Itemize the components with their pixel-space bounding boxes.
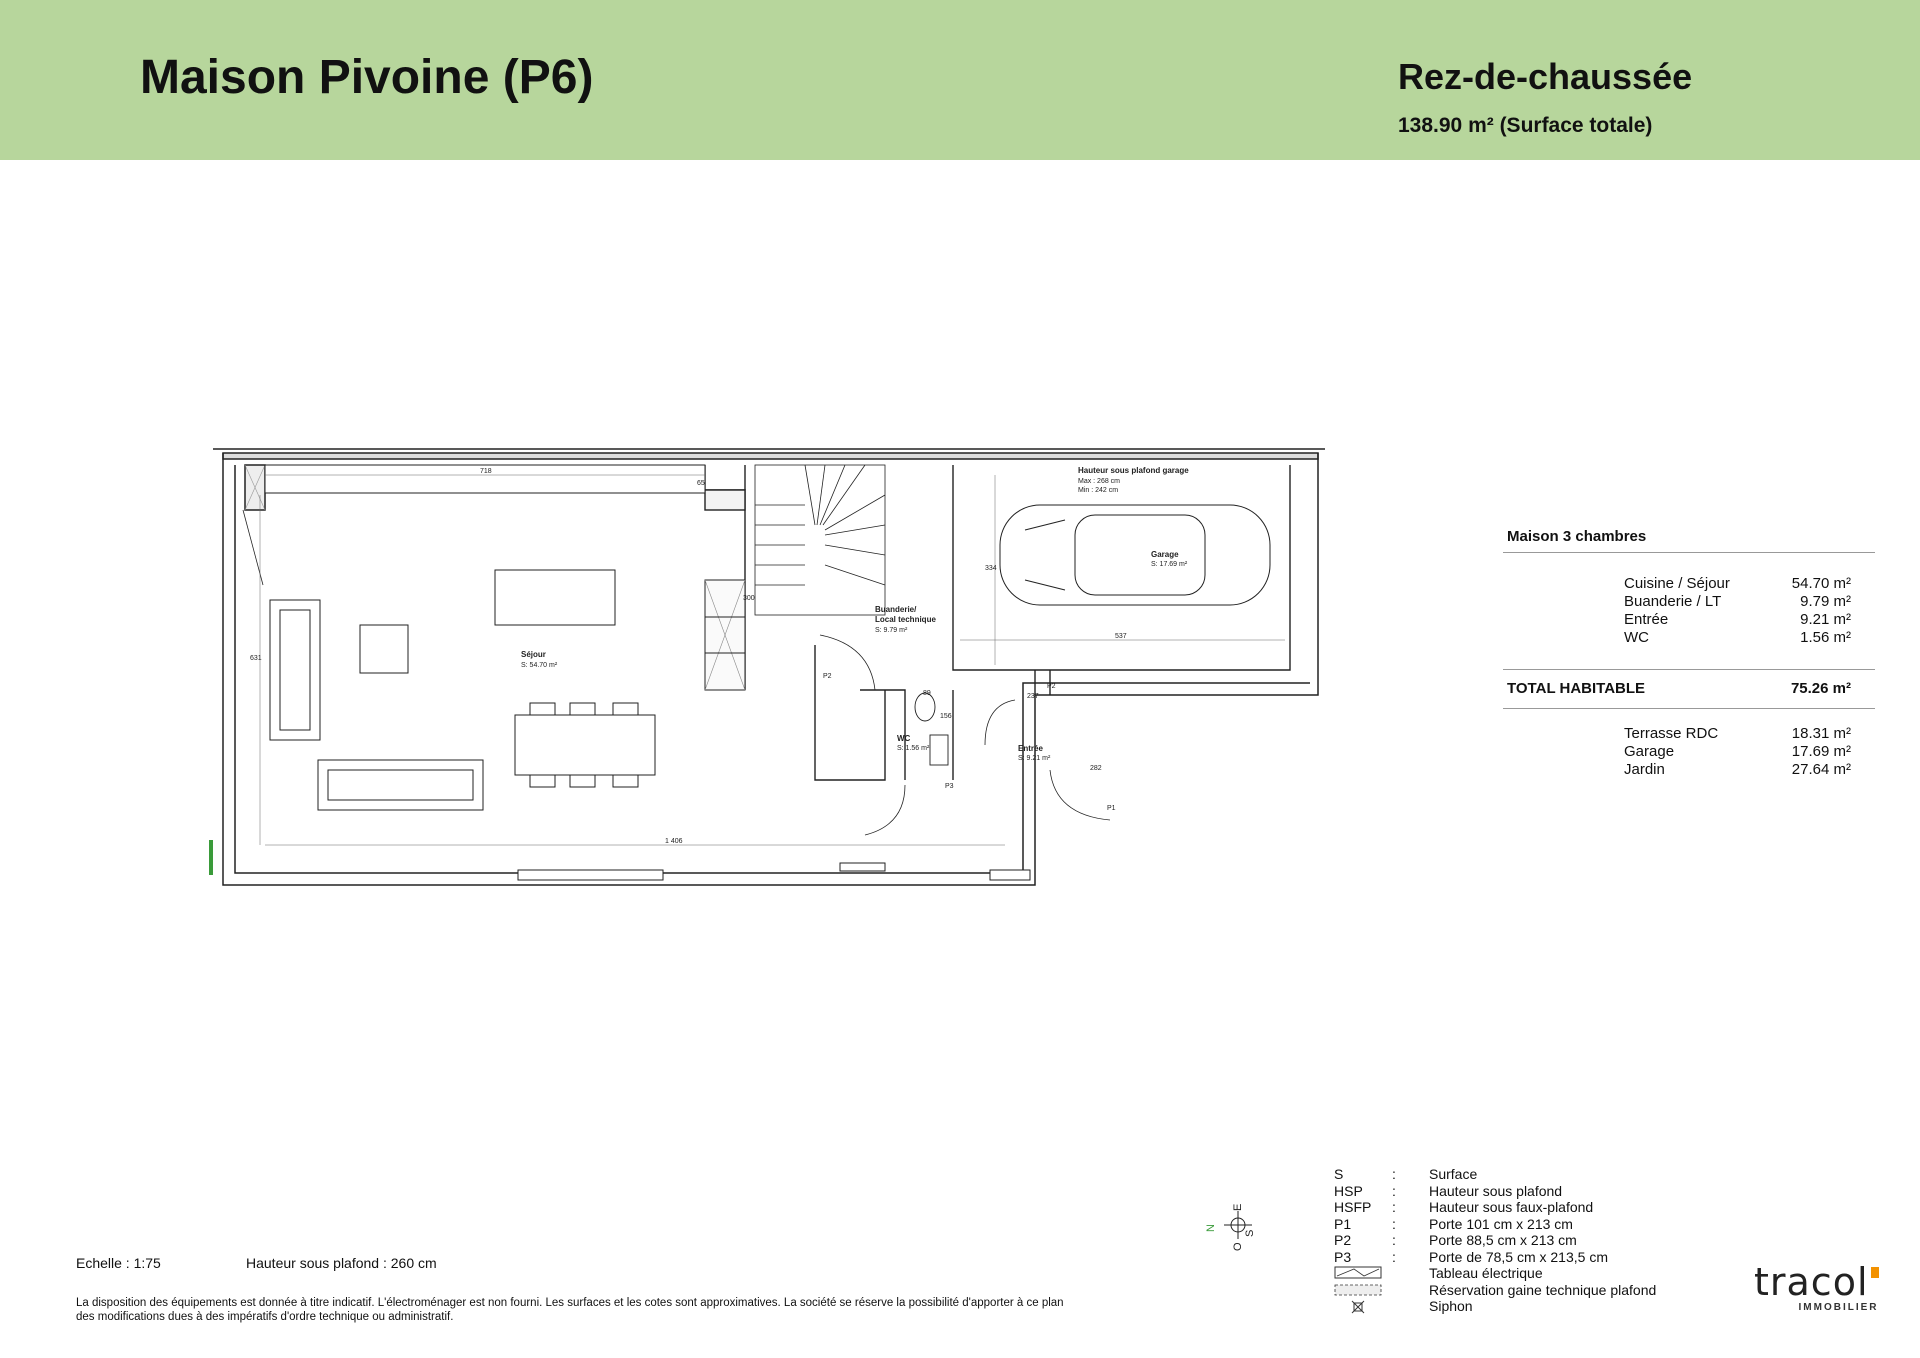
room-wc-surface: S: 1.56 m²: [897, 745, 930, 752]
legend-row: Réservation gaine technique plafond: [1334, 1282, 1714, 1299]
legend-row: HSP : Hauteur sous plafond: [1334, 1182, 1563, 1199]
interior-walls: [705, 465, 1290, 780]
room-wc-name: WC: [897, 734, 911, 743]
room-list: [1503, 553, 1875, 657]
row-value: 9.79 m²: [1800, 593, 1851, 610]
sofa: [270, 600, 483, 810]
row-label: Buanderie / LT: [1624, 593, 1722, 610]
company-logo: [1754, 1260, 1879, 1313]
garage-height-min: Min : 242 cm: [1078, 487, 1119, 494]
kitchen-counter: [705, 580, 745, 690]
row-value: 17.69 m²: [1791, 743, 1851, 760]
row-value: 27.64 m²: [1791, 761, 1851, 778]
door-p2-stairs: P2: [823, 673, 832, 680]
compass-o: O: [1232, 1242, 1244, 1251]
summary-row: [1503, 761, 1875, 779]
row-value: 18.31 m²: [1791, 725, 1851, 742]
compass-e: E: [1232, 1203, 1244, 1211]
summary-row: [1503, 743, 1875, 761]
door-p1-entree: P1: [1107, 805, 1116, 812]
garden-edge: [209, 840, 213, 875]
coffee-table: [360, 625, 408, 673]
door-p2-garage: P2: [1047, 683, 1056, 690]
row-label: WC: [1624, 629, 1649, 646]
summary-row: [1503, 611, 1875, 629]
dim-89: 89: [923, 690, 931, 697]
summary-row: [1503, 593, 1875, 611]
dim-282: 282: [1090, 765, 1102, 772]
row-label: Entrée: [1624, 611, 1669, 628]
summary-row: [1503, 629, 1875, 647]
row-value: 54.70 m²: [1791, 575, 1851, 592]
room-buanderie-surface: S: 9.79 m²: [875, 627, 908, 634]
row-label: Jardin: [1624, 761, 1665, 778]
compass-n: N: [1205, 1224, 1217, 1232]
dim-537: 537: [1115, 633, 1127, 640]
toilet: [915, 693, 948, 765]
dim-300: 300: [743, 595, 755, 602]
legend-row: P2 : Porte 88,5 cm x 213 cm: [1334, 1232, 1577, 1248]
legend-row: P3 : Porte de 78,5 cm x 213,5 cm: [1334, 1248, 1608, 1265]
logo-word: tracol: [1754, 1260, 1869, 1304]
room-buanderie-name2: Local technique: [875, 615, 936, 624]
dim-156: 156: [940, 713, 952, 720]
ceiling-height-text: Hauteur sous plafond : 260 cm: [246, 1255, 437, 1271]
legend: [1334, 1166, 1714, 1315]
siphon-icon: [1334, 1299, 1384, 1319]
summary-row: [1503, 575, 1875, 593]
row-value: 1.56 m²: [1800, 629, 1851, 646]
legend-row: HSFP : Hauteur sous faux-plafond: [1334, 1199, 1594, 1215]
row-label: Garage: [1624, 743, 1675, 760]
room-sejour-surface: S: 54.70 m²: [521, 662, 558, 669]
level-title: Rez-de-chaussée: [1398, 56, 1693, 97]
total-surface: 138.90 m² (Surface totale): [1398, 114, 1653, 137]
room-garage-surface: S: 17.69 m²: [1151, 561, 1188, 568]
legend-row: S : Surface: [1334, 1166, 1478, 1182]
legend-row: P1 : Porte 101 cm x 213 cm: [1334, 1215, 1573, 1232]
staircase: [755, 465, 885, 615]
garage-height-title: Hauteur sous plafond garage: [1078, 466, 1189, 475]
logo-subtitle: IMMOBILIER: [1798, 1302, 1879, 1313]
extras-list: [1503, 709, 1875, 779]
total-habitable-row: [1503, 669, 1875, 709]
compass: [1205, 1203, 1255, 1278]
page-title: Maison Pivoine (P6): [140, 51, 594, 104]
dim-334: 334: [985, 565, 997, 572]
room-entree-name: Entrée: [1018, 744, 1043, 753]
disclaimer: La disposition des équipements est donnée à titre indicatif. L'électroménager est non fourni. Les surfaces et les cotes sont approximatives. La société se réserve la possibilité d'apporter à ce plan des modifications dues à des impératifs d'ordre technique ou administratif.: [76, 1297, 1064, 1323]
floor-plan: [205, 445, 1335, 895]
row-value: 9.21 m²: [1800, 611, 1851, 628]
windows: [518, 863, 1030, 880]
scale-text: Echelle : 1:75: [76, 1255, 161, 1271]
dim-718: 718: [480, 468, 492, 475]
room-sejour-name: Séjour: [521, 650, 546, 659]
dimension-lines: [260, 475, 1285, 845]
room-garage-name: Garage: [1151, 550, 1179, 559]
compass-s: S: [1244, 1229, 1255, 1237]
total-value: 75.26 m²: [1790, 680, 1851, 697]
room-entree-surface: S: 9.21 m²: [1018, 755, 1051, 762]
dining-table: [515, 703, 655, 787]
door-p3-wc: P3: [945, 783, 954, 790]
summary-row: [1503, 725, 1875, 743]
row-label: Cuisine / Séjour: [1624, 575, 1730, 592]
dim-65: 65: [697, 480, 705, 487]
dim-237: 237: [1027, 693, 1039, 700]
logo-accent: [1871, 1267, 1879, 1278]
room-buanderie-name1: Buanderie/: [875, 605, 917, 614]
car-outline: [1000, 505, 1270, 605]
surface-summary: [1503, 528, 1875, 779]
row-label: Terrasse RDC: [1624, 725, 1719, 742]
outer-walls: [213, 449, 1325, 885]
kitchen-island: [495, 570, 615, 625]
legend-row: Siphon: [1334, 1298, 1714, 1315]
dim-1406: 1 406: [665, 838, 683, 845]
legend-row: Tableau électrique: [1334, 1265, 1714, 1282]
summary-heading: Maison 3 chambres: [1503, 528, 1875, 553]
total-label: TOTAL HABITABLE: [1507, 680, 1646, 697]
dim-631: 631: [250, 655, 262, 662]
garage-height-max: Max : 268 cm: [1078, 478, 1121, 485]
